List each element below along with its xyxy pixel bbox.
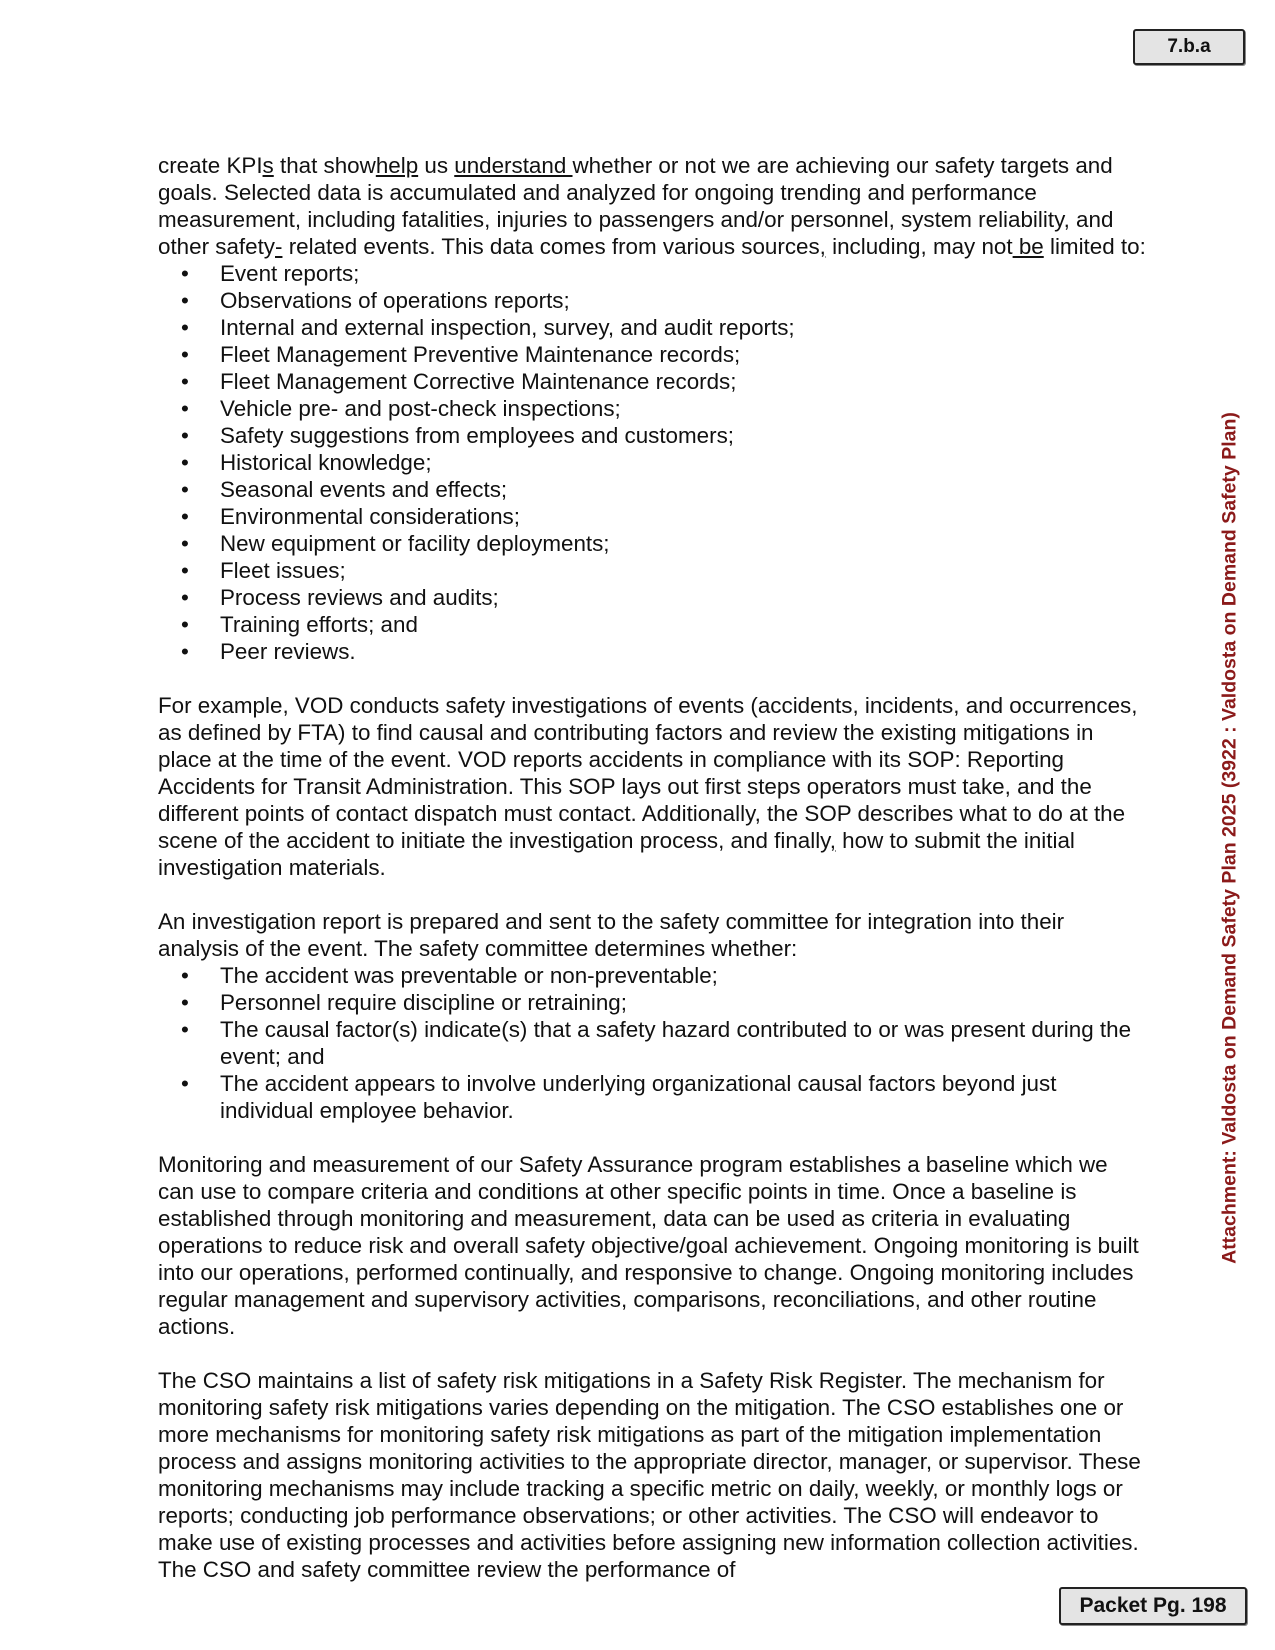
list-item: • The accident was preventable or non-preventable; (158, 962, 1148, 989)
list-item: • Event reports; (158, 260, 1148, 287)
list-item: • Process reviews and audits; (158, 584, 1148, 611)
paragraph-spacer (158, 665, 1148, 692)
list-item: • Internal and external inspection, survey, and audit reports; (158, 314, 1148, 341)
attachment-side-note: Attachment: Valdosta on Demand Safety Plan 2025 (3922 : Valdosta on Demand Safety Plan) (1218, 412, 1241, 1264)
paragraph-spacer (158, 881, 1148, 908)
list-item: • Fleet issues; (158, 557, 1148, 584)
data-sources-list (158, 260, 1148, 665)
paragraph-spacer (158, 1124, 1148, 1151)
list-item: • Training efforts; and (158, 611, 1148, 638)
list-item: • Peer reviews. (158, 638, 1148, 665)
list-item: • Fleet Management Preventive Maintenance records; (158, 341, 1148, 368)
agenda-item-tag: 7.b.a (1133, 29, 1245, 65)
list-item: • Environmental considerations; (158, 503, 1148, 530)
kpi-paragraph: create KPIs that showhelp us understand whether or not we are achieving our safety targets and goals. Selected data is accumulated and analyzed for ongoing trending and performance measurement, including fatalities, injuries to passengers and/or personnel, system reliability, and other safety- related events. This data comes from various sources, including, may not be limited to: (158, 153, 1146, 259)
list-item: • Fleet Management Corrective Maintenance records; (158, 368, 1148, 395)
list-item: • The causal factor(s) indicate(s) that a safety hazard contributed to or was present during the event; and (158, 1016, 1148, 1070)
list-item: • Personnel require discipline or retraining; (158, 989, 1148, 1016)
list-item: • New equipment or facility deployments; (158, 530, 1148, 557)
committee-determinations-list (158, 962, 1148, 1124)
list-item: • The accident appears to involve underlying organizational causal factors beyond just individual employee behavior. (158, 1070, 1148, 1124)
list-item: • Safety suggestions from employees and customers; (158, 422, 1148, 449)
monitoring-paragraph: Monitoring and measurement of our Safety Assurance program establishes a baseline which we can use to compare criteria and conditions at other specific points in time. Once a baseline is established through monitoring and measurement, data can be used as criteria in evaluating operations to reduce risk and overall safety objective/goal achievement. Ongoing monitoring is built into our operations, performed continually, and responsive to change. Ongoing monitoring includes regular management and supervisory activities, comparisons, reconciliations, and other routine actions. (158, 1152, 1139, 1339)
risk-register-paragraph: The CSO maintains a list of safety risk mitigations in a Safety Risk Register. The mechanism for monitoring safety risk mitigations varies depending on the mitigation. The CSO establishes one or more mechanisms for monitoring safety risk mitigations as part of the mitigation implementation process and assigns monitoring activities to the appropriate director, manager, or supervisor. These monitoring mechanisms may include tracking a specific metric on daily, weekly, or monthly logs or reports; conducting job performance observations; or other activities. The CSO will endeavor to make use of existing processes and activities before assigning new information collection activities. The CSO and safety committee review the performance of (158, 1368, 1141, 1582)
packet-page-number: Packet Pg. 198 (1059, 1587, 1247, 1625)
document-body (158, 152, 1148, 1583)
list-item: • Vehicle pre- and post-check inspections; (158, 395, 1148, 422)
list-item: • Seasonal events and effects; (158, 476, 1148, 503)
list-item: • Historical knowledge; (158, 449, 1148, 476)
paragraph-spacer (158, 1340, 1148, 1367)
investigation-report-paragraph: An investigation report is prepared and sent to the safety committee for integration into their analysis of the event. The safety committee determines whether: (158, 909, 1065, 961)
list-item: • Observations of operations reports; (158, 287, 1148, 314)
investigation-example-paragraph: For example, VOD conducts safety investigations of events (accidents, incidents, and occurrences, as defined by FTA) to find causal and contributing factors and review the existing mitigations in place at the time of the event. VOD reports accidents in compliance with its SOP: Reporting Accidents for Transit Administration. This SOP lays out first steps operators must take, and the different points of contact dispatch must contact. Additionally, the SOP describes what to do at the scene of the accident to initiate the investigation process, and finally, how to submit the initial investigation materials. (158, 693, 1138, 880)
